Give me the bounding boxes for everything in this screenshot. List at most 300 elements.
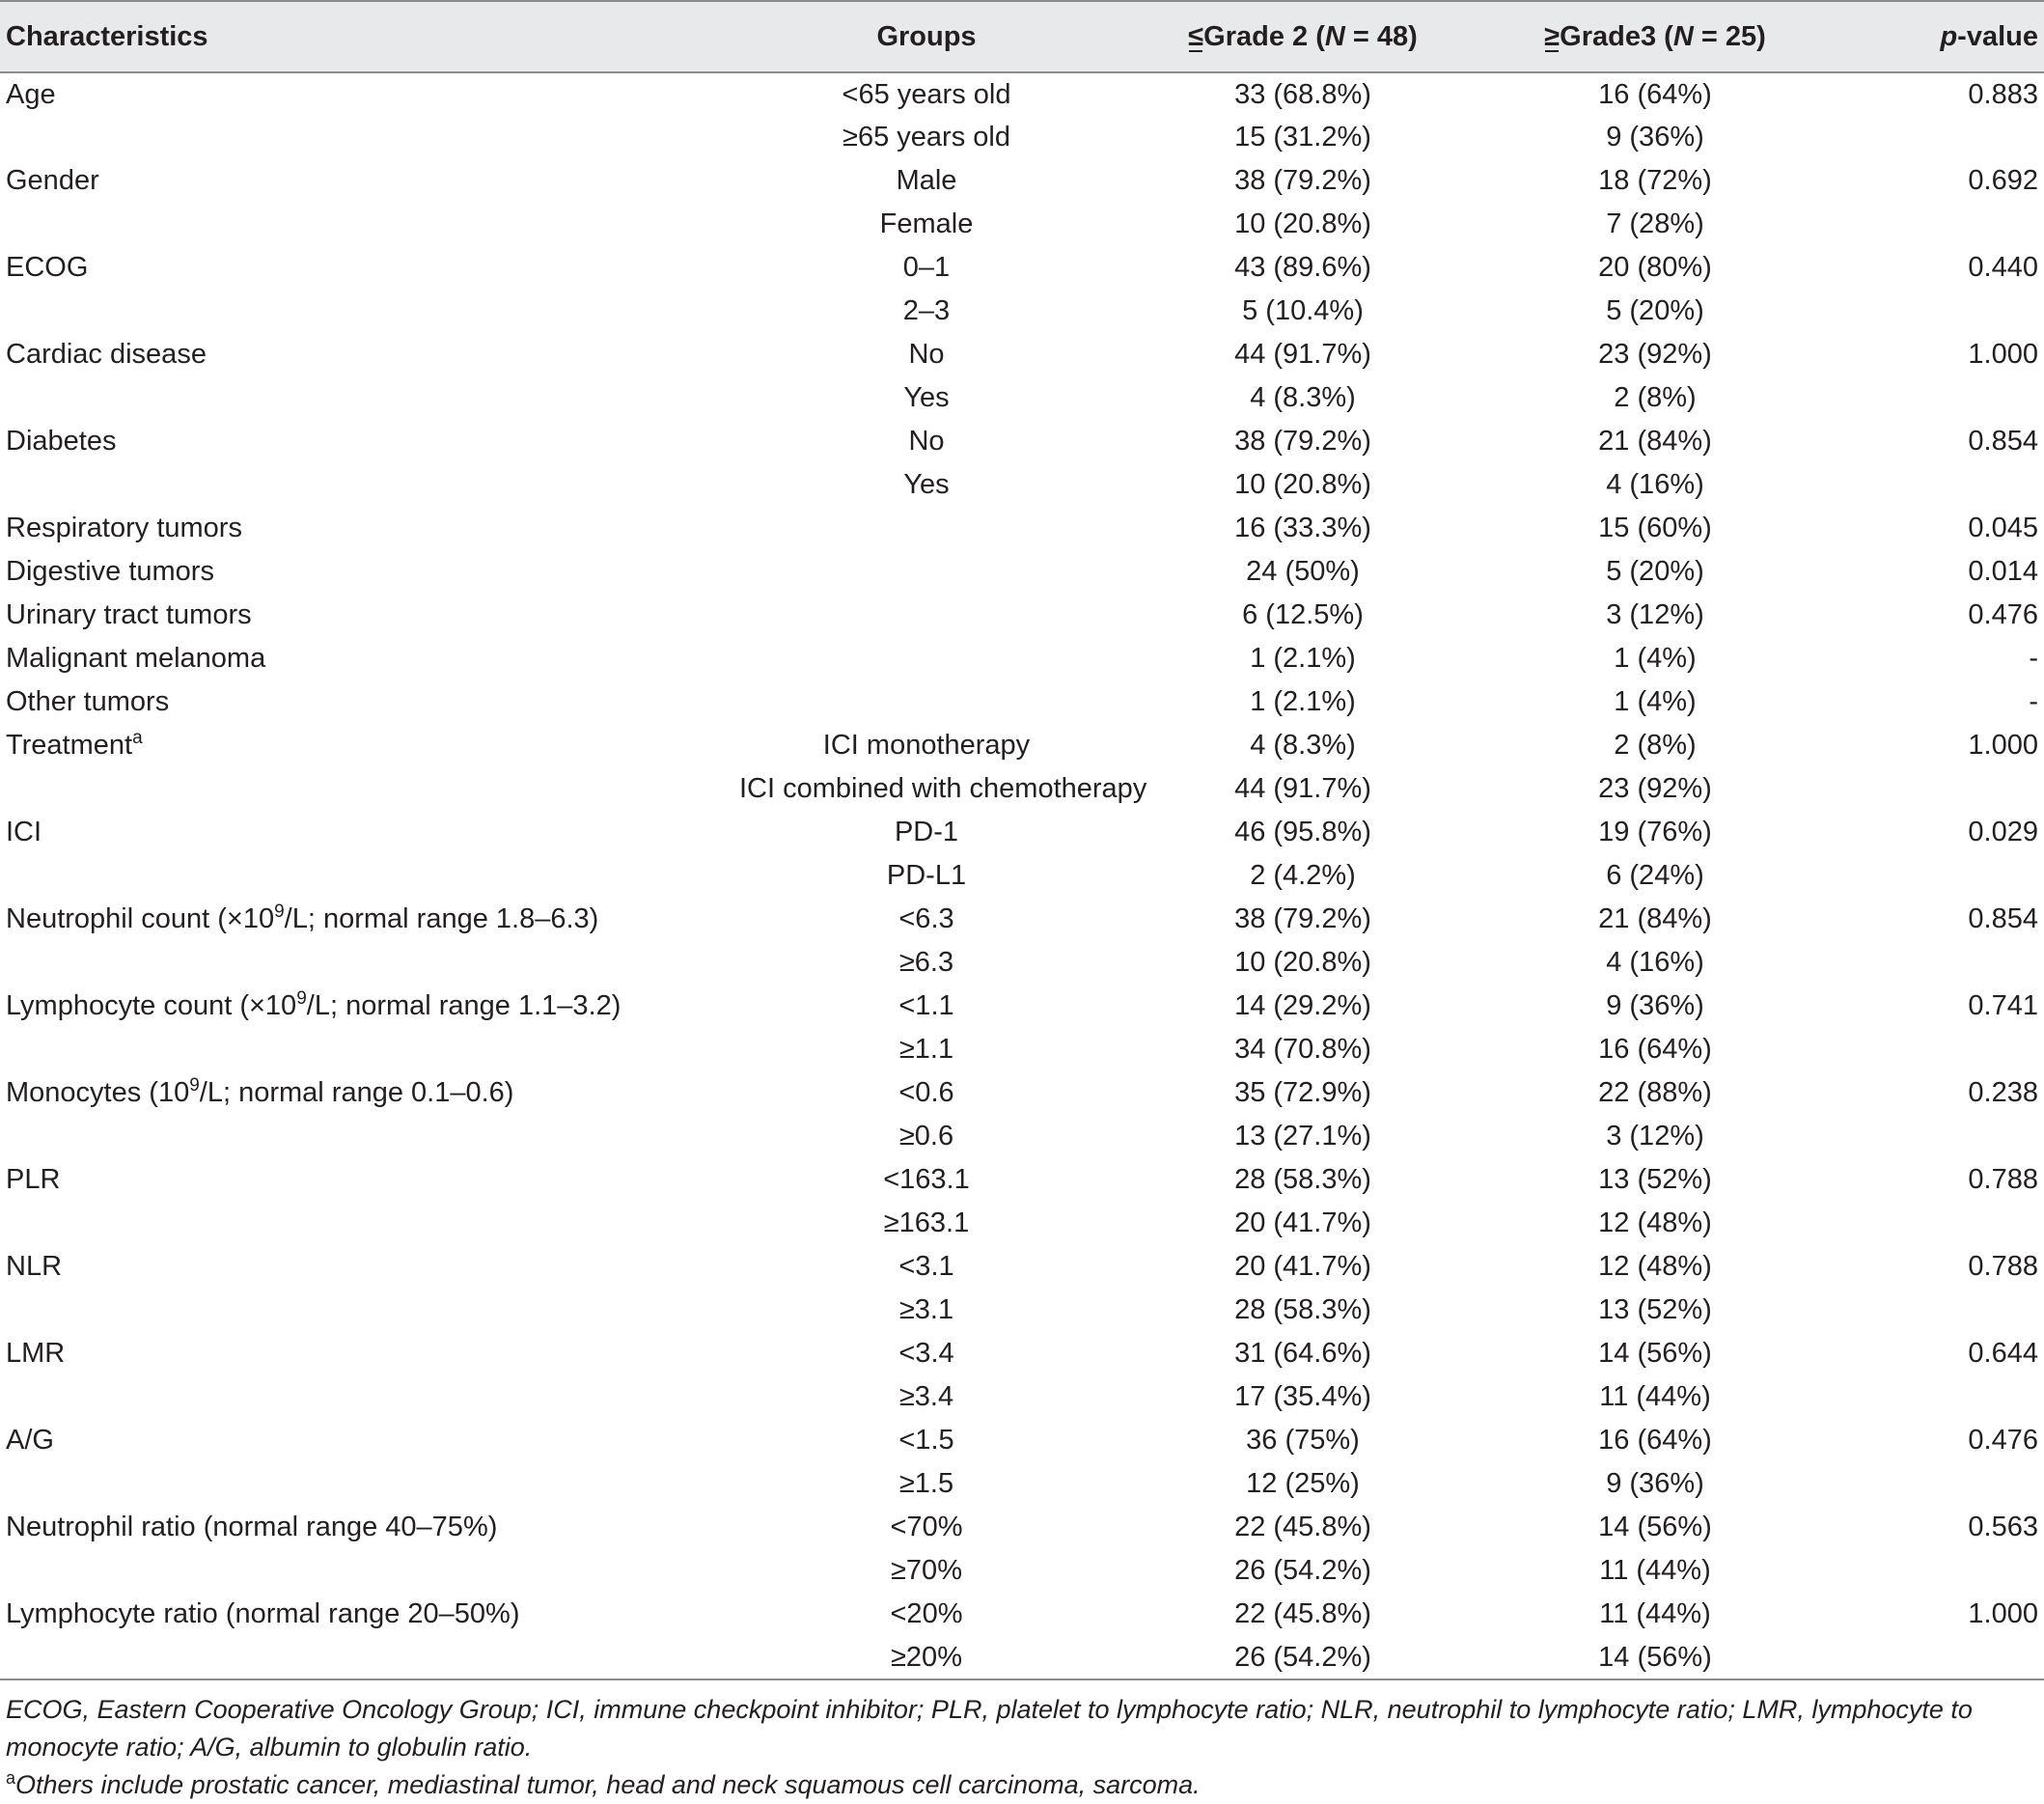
cell-p-value: 0.741 [1968, 990, 2038, 1021]
cell-characteristic [0, 1549, 733, 1593]
cell-grade-3-or-more: 1 (4%) [1614, 686, 1697, 717]
group-label: No [908, 426, 945, 457]
cell-characteristic [0, 767, 733, 811]
group-label: <163.1 [883, 1164, 970, 1195]
cell-grade-2-or-less: 17 (35.4%) [1234, 1381, 1371, 1412]
cell-grade-3-or-more: 11 (44%) [1599, 1555, 1711, 1586]
cell-group [733, 550, 1119, 594]
table-row [0, 159, 2044, 203]
cell-characteristic [0, 1636, 733, 1679]
group-label: 0–1 [902, 252, 951, 283]
cell-characteristic [0, 1115, 733, 1158]
greater-equal-symbol: ≥ [1544, 20, 1561, 52]
cell-grade-3-or-more: 5 (20%) [1606, 556, 1704, 587]
cell-group [733, 246, 1119, 290]
cell-grade-2-or-less: 13 (27.1%) [1234, 1121, 1371, 1152]
footnote-marker: a [6, 1768, 16, 1788]
cell-p-value [1824, 290, 2044, 333]
cell-group [733, 1549, 1119, 1593]
table-row [0, 1202, 2044, 1245]
cell-grade-2-or-less: 14 (29.2%) [1234, 990, 1371, 1021]
cell-group [733, 159, 1119, 203]
cell-grade-3-or-more: 12 (48%) [1598, 1207, 1712, 1238]
characteristic-label: Diabetes [6, 426, 117, 457]
cell-p-value: 1.000 [1968, 1598, 2038, 1629]
cell-p-value: 0.692 [1968, 165, 2038, 196]
table-row [0, 1549, 2044, 1593]
characteristic-label: Malignant melanoma [6, 643, 266, 674]
characteristic-label: Neutrophil ratio (normal range 40–75%) [6, 1512, 498, 1542]
header-groups: Groups [733, 1, 1119, 72]
group-label: ≥65 years old [842, 122, 1010, 153]
characteristic-label: Cardiac disease [6, 339, 207, 370]
group-label: Yes [903, 469, 950, 500]
cell-characteristic [0, 159, 733, 203]
group-label: Yes [903, 382, 950, 413]
cell-grade-3-or-more: 9 (36%) [1606, 990, 1704, 1021]
cell-p-value: 0.476 [1968, 599, 2038, 630]
table-body [0, 72, 2044, 1679]
cell-characteristic [0, 724, 733, 767]
group-label: ICI combined with chemotherapy [739, 773, 1147, 804]
cell-group [733, 811, 1119, 854]
cell-p-value: 0.014 [1968, 556, 2038, 587]
cell-p-value: 0.854 [1968, 426, 2038, 457]
cell-characteristic [0, 1289, 733, 1332]
characteristic-label: A/G [6, 1425, 54, 1456]
group-label: <3.4 [898, 1338, 954, 1369]
table-row [0, 463, 2044, 507]
cell-p-value: 0.788 [1968, 1164, 2038, 1195]
table-row [0, 854, 2044, 898]
cell-group [733, 116, 1119, 159]
cell-characteristic [0, 420, 733, 463]
cell-group [733, 1375, 1119, 1419]
cell-characteristic [0, 1332, 733, 1375]
cell-grade-2-or-less: 38 (79.2%) [1234, 426, 1371, 457]
cell-group [733, 1028, 1119, 1071]
cell-grade-2-or-less: 10 (20.8%) [1234, 208, 1371, 239]
cell-grade-2-or-less: 28 (58.3%) [1234, 1294, 1371, 1325]
cell-grade-3-or-more: 21 (84%) [1598, 426, 1712, 457]
table-row [0, 1071, 2044, 1115]
header-low-text: Grade 2 ( [1203, 20, 1325, 52]
cell-p-value [1824, 767, 2044, 811]
table-row [0, 246, 2044, 290]
cell-characteristic [0, 290, 733, 333]
characteristic-label: Other tumors [6, 686, 170, 717]
group-label: No [908, 339, 945, 370]
cell-grade-2-or-less: 38 (79.2%) [1234, 165, 1371, 196]
cell-characteristic [0, 1071, 733, 1115]
group-label: ≥6.3 [898, 947, 954, 978]
group-label: ≥163.1 [883, 1207, 970, 1238]
cell-grade-3-or-more: 1 (4%) [1614, 643, 1697, 674]
cell-p-value [1824, 1462, 2044, 1506]
group-label: ≥70% [891, 1555, 962, 1586]
cell-grade-2-or-less: 34 (70.8%) [1234, 1034, 1371, 1065]
group-label: <1.5 [898, 1425, 954, 1456]
cell-grade-3-or-more: 19 (76%) [1598, 817, 1712, 847]
table-row [0, 811, 2044, 854]
table-row [0, 72, 2044, 116]
cell-characteristic [0, 1375, 733, 1419]
group-label: <0.6 [898, 1077, 954, 1108]
cell-grade-3-or-more: 22 (88%) [1598, 1077, 1712, 1108]
table-row [0, 637, 2044, 680]
cell-group [733, 724, 1119, 767]
group-label: ≥20% [891, 1641, 962, 1673]
cell-p-value [1824, 941, 2044, 985]
cell-p-value [1824, 116, 2044, 159]
table-row [0, 680, 2044, 724]
cell-p-value: 0.045 [1968, 513, 2038, 543]
group-label: <20% [890, 1598, 963, 1629]
cell-grade-2-or-less: 10 (20.8%) [1234, 469, 1371, 500]
cell-grade-2-or-less: 43 (89.6%) [1234, 252, 1371, 283]
group-label: 2–3 [902, 295, 951, 326]
cell-group [733, 333, 1119, 376]
cell-grade-2-or-less: 26 (54.2%) [1234, 1555, 1371, 1586]
cell-grade-2-or-less: 5 (10.4%) [1242, 295, 1364, 326]
cell-grade-3-or-more: 14 (56%) [1598, 1338, 1712, 1369]
cell-group [733, 1419, 1119, 1462]
footnotes [0, 1691, 2044, 1804]
header-row [0, 1, 2044, 72]
cell-grade-2-or-less: 44 (91.7%) [1234, 339, 1371, 370]
cell-group [733, 1506, 1119, 1549]
characteristic-label-suffix: /L; normal range 1.8–6.3) [284, 903, 599, 934]
header-p-text: -value [1957, 20, 2038, 52]
cell-group [733, 376, 1119, 420]
cell-group [733, 1593, 1119, 1636]
table-row [0, 1375, 2044, 1419]
cell-grade-2-or-less: 6 (12.5%) [1242, 599, 1364, 630]
cell-grade-2-or-less: 26 (54.2%) [1119, 1636, 1486, 1679]
cell-group [733, 594, 1119, 637]
cell-grade-2-or-less: 44 (91.7%) [1234, 773, 1371, 804]
cell-grade-3-or-more: 2 (8%) [1614, 382, 1697, 413]
cell-grade-2-or-less: 22 (45.8%) [1234, 1598, 1371, 1629]
cell-grade-3-or-more: 16 (64%) [1598, 1034, 1712, 1065]
cell-characteristic [0, 594, 733, 637]
group-label: ≥0.6 [898, 1121, 954, 1152]
header-grade-2-or-less [1119, 1, 1486, 72]
cell-p-value [1824, 1115, 2044, 1158]
characteristic-label: ECOG [6, 252, 89, 283]
table-header [0, 1, 2044, 72]
cell-p-value: 1.000 [1968, 730, 2038, 761]
cell-p-value: 0.238 [1968, 1077, 2038, 1108]
cell-group [733, 290, 1119, 333]
cell-p-value [1824, 1549, 2044, 1593]
cell-grade-2-or-less: 38 (79.2%) [1234, 903, 1371, 934]
table-row [0, 1419, 2044, 1462]
cell-p-value [1824, 1202, 2044, 1245]
cell-group [733, 203, 1119, 246]
characteristic-label: Age [6, 78, 56, 110]
cell-p-value: 0.440 [1968, 252, 2038, 283]
cell-characteristic [0, 898, 733, 941]
table-row [0, 333, 2044, 376]
header-low-count: = 48) [1344, 20, 1418, 52]
cell-grade-3-or-more: 11 (44%) [1599, 1381, 1711, 1412]
cell-p-value [1824, 1289, 2044, 1332]
table-row [0, 116, 2044, 159]
cell-grade-3-or-more: 4 (16%) [1606, 947, 1704, 978]
header-p-value [1824, 1, 2044, 72]
group-label: <70% [890, 1512, 963, 1542]
table-row [0, 420, 2044, 463]
cell-group [733, 1071, 1119, 1115]
characteristic-label-suffix: /L; normal range 1.1–3.2) [306, 990, 621, 1021]
cell-grade-3-or-more: 7 (28%) [1606, 208, 1704, 239]
cell-grade-3-or-more: 9 (36%) [1606, 122, 1704, 153]
characteristic-label: PLR [6, 1164, 61, 1195]
table-row [0, 1245, 2044, 1289]
cell-grade-3-or-more: 9 (36%) [1606, 1468, 1704, 1499]
cell-p-value [1824, 1375, 2044, 1419]
cell-group [733, 1636, 1119, 1679]
cell-group [733, 898, 1119, 941]
cell-group [733, 507, 1119, 550]
cell-characteristic [0, 680, 733, 724]
cell-grade-2-or-less: 46 (95.8%) [1234, 817, 1371, 847]
cell-group [733, 72, 1119, 116]
cell-characteristic [0, 1419, 733, 1462]
cell-characteristic [0, 637, 733, 680]
cell-grade-2-or-less: 1 (2.1%) [1250, 686, 1356, 717]
group-label: <1.1 [898, 990, 954, 1021]
cell-grade-2-or-less: 4 (8.3%) [1250, 382, 1356, 413]
table-row [0, 376, 2044, 420]
characteristic-superscript: 9 [274, 902, 285, 922]
group-label: Female [879, 208, 974, 239]
others-footnote [6, 1766, 2044, 1804]
characteristic-label: Lymphocyte count (×10 [6, 990, 297, 1021]
table-row [0, 1332, 2044, 1375]
cell-grade-3-or-more: 16 (64%) [1598, 78, 1712, 110]
cell-grade-2-or-less: 20 (41.7%) [1234, 1251, 1371, 1282]
abbreviations-footnote: ECOG, Eastern Cooperative Oncology Group; ICI, immune checkpoint inhibitor; PLR, platelet to lymphocyte ratio; NLR, neutrophil to lymphocyte ratio; LMR, lymphocyte to monocyte ratio; A/G, albumin to globulin ratio. [6, 1695, 1973, 1762]
cell-group [733, 420, 1119, 463]
cell-grade-2-or-less: 28 (58.3%) [1234, 1164, 1371, 1195]
cell-characteristic [0, 1028, 733, 1071]
table-row [0, 1289, 2044, 1332]
cell-grade-2-or-less: 22 (45.8%) [1234, 1512, 1371, 1542]
characteristic-superscript: 9 [296, 988, 307, 1009]
cell-group [733, 1332, 1119, 1375]
cell-grade-2-or-less: 20 (41.7%) [1234, 1207, 1371, 1238]
less-equal-symbol: ≤ [1188, 20, 1204, 52]
header-high-n: N [1672, 20, 1694, 52]
cell-group [733, 941, 1119, 985]
characteristic-label-suffix: /L; normal range 0.1–0.6) [199, 1077, 514, 1108]
cell-grade-2-or-less: 12 (25%) [1246, 1468, 1360, 1499]
group-label: PD-L1 [886, 860, 967, 891]
header-high-text: Grade3 ( [1560, 20, 1673, 52]
cell-grade-3-or-more: 15 (60%) [1598, 513, 1712, 543]
cell-group [733, 1158, 1119, 1202]
cell-grade-3-or-more: 13 (52%) [1598, 1294, 1712, 1325]
group-label: PD-1 [894, 817, 959, 847]
cell-characteristic [0, 116, 733, 159]
table-row [0, 767, 2044, 811]
header-grade-3-or-more [1486, 1, 1824, 72]
cell-p-value [1824, 1636, 2044, 1679]
cell-p-value [1824, 463, 2044, 507]
table-row [0, 1593, 2044, 1636]
cell-group [733, 767, 1147, 811]
characteristic-superscript: 9 [189, 1075, 200, 1096]
characteristic-label: Lymphocyte ratio (normal range 20–50%) [6, 1598, 520, 1629]
cell-grade-3-or-more: 16 (64%) [1598, 1425, 1712, 1456]
cell-grade-3-or-more: 21 (84%) [1598, 903, 1712, 934]
group-label: <65 years old [842, 78, 1011, 110]
table-row [0, 1115, 2044, 1158]
header-characteristics: Characteristics [0, 1, 733, 72]
cell-characteristic [0, 507, 733, 550]
cell-p-value: 0.644 [1968, 1338, 2038, 1369]
cell-characteristic [0, 1462, 733, 1506]
group-label: ≥1.5 [898, 1468, 954, 1499]
group-label: ≥3.1 [898, 1294, 954, 1325]
table-row [0, 1636, 2044, 1679]
cell-characteristic [0, 811, 733, 854]
table-row [0, 1506, 2044, 1549]
cell-characteristic [0, 550, 733, 594]
cell-grade-2-or-less: 35 (72.9%) [1234, 1077, 1371, 1108]
table-row [0, 941, 2044, 985]
cell-group [733, 854, 1119, 898]
footnote-text: Others include prostatic cancer, mediastinal tumor, head and neck squamous cell carcinoma, sarcoma. [15, 1770, 1201, 1799]
group-label: ≥3.4 [898, 1381, 954, 1412]
table-row [0, 203, 2044, 246]
cell-grade-2-or-less: 36 (75%) [1246, 1425, 1360, 1456]
cell-characteristic [0, 941, 733, 985]
cell-grade-2-or-less: 10 (20.8%) [1234, 947, 1371, 978]
cell-grade-3-or-more: 11 (44%) [1599, 1598, 1711, 1629]
table-row [0, 1158, 2044, 1202]
cell-characteristic [0, 1158, 733, 1202]
cell-characteristic [0, 1593, 733, 1636]
cell-group [733, 1202, 1119, 1245]
group-label: <3.1 [898, 1251, 954, 1282]
characteristic-label: Treatment [6, 730, 133, 761]
characteristic-superscript: a [132, 728, 143, 748]
cell-characteristic [0, 72, 733, 116]
cell-group [733, 985, 1119, 1028]
cell-p-value: 0.029 [1968, 817, 2038, 847]
cell-grade-3-or-more: 6 (24%) [1606, 860, 1704, 891]
cell-characteristic [0, 985, 733, 1028]
cell-group [733, 1245, 1119, 1289]
cell-group [733, 637, 1119, 680]
table-row [0, 290, 2044, 333]
cell-group [733, 1462, 1119, 1506]
cell-characteristic [0, 1506, 733, 1549]
cell-grade-3-or-more: 13 (52%) [1598, 1164, 1712, 1195]
cell-p-value: 0.883 [1968, 78, 2038, 110]
cell-p-value: 0.476 [1968, 1425, 2038, 1456]
header-low-n: N [1324, 20, 1345, 52]
characteristic-label: NLR [6, 1251, 63, 1282]
cell-group [733, 1115, 1119, 1158]
cell-grade-3-or-more: 3 (12%) [1606, 599, 1704, 630]
header-high-count: = 25) [1693, 20, 1766, 52]
cell-p-value [1824, 854, 2044, 898]
table-row [0, 985, 2044, 1028]
cell-grade-2-or-less: 31 (64.6%) [1234, 1338, 1371, 1369]
cell-characteristic [0, 854, 733, 898]
cell-group [733, 1289, 1119, 1332]
cell-characteristic [0, 463, 733, 507]
cell-grade-3-or-more: 14 (56%) [1486, 1636, 1824, 1679]
characteristic-label: LMR [6, 1338, 66, 1369]
cell-p-value: 0.854 [1968, 903, 2038, 934]
header-p: p [1940, 20, 1958, 52]
characteristic-label: Respiratory tumors [6, 513, 242, 543]
cell-characteristic [0, 1245, 733, 1289]
cell-grade-3-or-more: 14 (56%) [1598, 1512, 1712, 1542]
cell-p-value: 0.563 [1968, 1512, 2038, 1542]
table-row [0, 1462, 2044, 1506]
cell-grade-2-or-less: 4 (8.3%) [1250, 730, 1356, 761]
cell-grade-2-or-less: 24 (50%) [1246, 556, 1360, 587]
cell-grade-3-or-more: 2 (8%) [1614, 730, 1697, 761]
cell-grade-3-or-more: 23 (92%) [1598, 773, 1712, 804]
table-row [0, 724, 2044, 767]
characteristic-label: Gender [6, 165, 99, 196]
cell-grade-3-or-more: 23 (92%) [1598, 339, 1712, 370]
group-label: <6.3 [898, 903, 954, 934]
table-row [0, 898, 2044, 941]
characteristic-label: Neutrophil count (×10 [6, 903, 275, 934]
cell-grade-3-or-more: 18 (72%) [1598, 165, 1712, 196]
cell-grade-3-or-more: 5 (20%) [1606, 295, 1704, 326]
cell-p-value [1824, 203, 2044, 246]
cell-p-value [1824, 376, 2044, 420]
cell-grade-2-or-less: 33 (68.8%) [1234, 78, 1371, 110]
cell-grade-3-or-more: 20 (80%) [1598, 252, 1712, 283]
cell-p-value: - [2029, 643, 2038, 674]
cell-characteristic [0, 376, 733, 420]
table-row [0, 550, 2044, 594]
cell-grade-2-or-less: 1 (2.1%) [1250, 643, 1356, 674]
cell-grade-3-or-more: 3 (12%) [1606, 1121, 1704, 1152]
cell-group [733, 463, 1119, 507]
cell-p-value: 1.000 [1968, 339, 2038, 370]
cell-grade-2-or-less: 15 (31.2%) [1234, 122, 1371, 153]
cell-grade-3-or-more: 12 (48%) [1598, 1251, 1712, 1282]
cell-grade-3-or-more: 4 (16%) [1606, 469, 1704, 500]
cell-p-value: - [2029, 686, 2038, 717]
group-label: Male [896, 165, 957, 196]
characteristic-label: Urinary tract tumors [6, 599, 252, 630]
characteristic-label: ICI [6, 817, 42, 847]
table-row [0, 1028, 2044, 1071]
group-label: ICI monotherapy [822, 730, 1031, 761]
characteristic-label: Digestive tumors [6, 556, 214, 587]
cell-p-value: 0.788 [1968, 1251, 2038, 1282]
cell-grade-2-or-less: 16 (33.3%) [1234, 513, 1371, 543]
cell-characteristic [0, 246, 733, 290]
group-label: ≥1.1 [898, 1034, 954, 1065]
cell-p-value [1824, 1028, 2044, 1071]
cell-characteristic [0, 333, 733, 376]
cell-characteristic [0, 203, 733, 246]
cell-group [733, 680, 1119, 724]
